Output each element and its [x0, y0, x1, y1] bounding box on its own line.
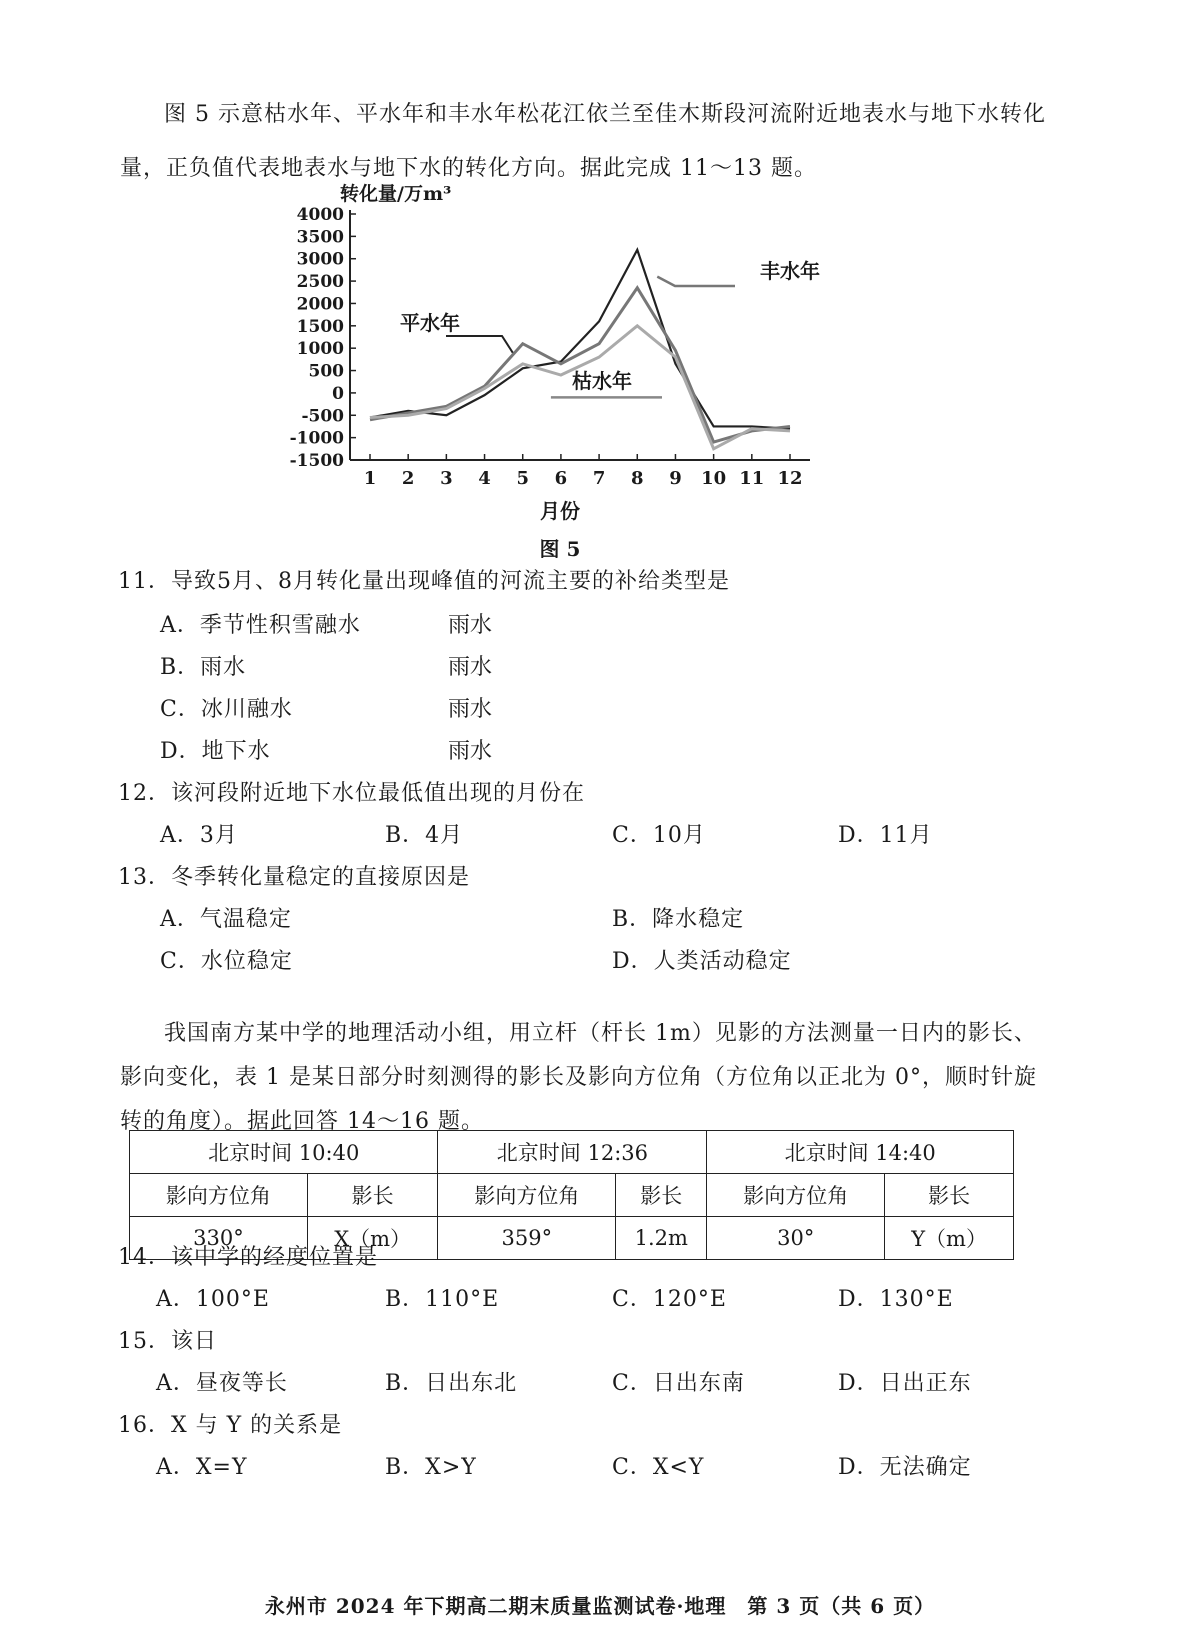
table-value-cell: 330°	[130, 1217, 308, 1260]
y-tick-label: 500	[308, 361, 344, 382]
figure-5-chart	[270, 178, 870, 558]
table-value-cell: 359°	[438, 1217, 616, 1260]
q13-option-d[interactable]: D．人类活动稳定	[612, 949, 792, 974]
q14-option-c[interactable]: C．120°E	[612, 1287, 727, 1312]
q13-option-a[interactable]: A．气温稳定	[160, 907, 292, 932]
table-time-cell: 北京时间 10:40	[130, 1131, 438, 1174]
intro-text: 图 5 示意枯水年、平水年和丰水年松花江依兰至佳木斯段河流附近地表水与地下水转化量，正负值代表地表水与地下水的转化方向。据此完成 11～13 题。	[120, 102, 1046, 181]
figure-caption: 图 5	[539, 537, 581, 558]
x-tick-label: 5	[516, 468, 529, 489]
table-header-cell: 影向方位角	[130, 1174, 308, 1217]
x-tick-label: 1	[363, 468, 377, 489]
table-time-cell: 北京时间 14:40	[707, 1131, 1014, 1174]
q14-option-b[interactable]: B．110°E	[385, 1287, 500, 1312]
x-tick-label: 9	[669, 468, 682, 489]
table-row	[130, 1174, 1014, 1217]
series-line-1	[370, 250, 790, 429]
q16-stem: 16．X 与 Y 的关系是	[118, 1413, 343, 1438]
q14-option-a[interactable]: A．100°E	[156, 1287, 270, 1312]
q15-option-d[interactable]: D．日出正东	[838, 1371, 972, 1396]
q12-option-b[interactable]: B．4月	[385, 823, 464, 848]
y-tick-label: 2500	[296, 272, 344, 293]
q15-option-c[interactable]: C．日出东南	[612, 1371, 745, 1396]
y-tick-label: -500	[301, 406, 344, 427]
q11-option-d[interactable]: D．地下水	[160, 739, 271, 764]
x-tick-label: 11	[739, 468, 765, 489]
page-footer: 永州市 2024 年下期高二期末质量监测试卷·地理 第 3 页（共 6 页）	[264, 1594, 936, 1618]
x-tick-label: 8	[631, 468, 644, 489]
table-header-cell: 影向方位角	[438, 1174, 616, 1217]
table-time-cell: 北京时间 12:36	[438, 1131, 707, 1174]
q14-option-d[interactable]: D．130°E	[838, 1287, 954, 1312]
y-tick-label: 1500	[296, 316, 344, 337]
y-tick-label: 4000	[296, 205, 344, 225]
table-value-cell: 30°	[707, 1217, 885, 1260]
label-leader	[657, 277, 735, 286]
q14-stem: 14．该中学的经度位置是	[118, 1245, 378, 1270]
q13-option-c[interactable]: C．水位稳定	[160, 949, 293, 974]
series-label: 枯水年	[572, 369, 632, 393]
q13-stem: 13．冬季转化量稳定的直接原因是	[118, 865, 470, 890]
q11-option-a-2: 雨水	[448, 613, 493, 638]
y-tick-label: 3500	[296, 227, 344, 248]
series-label: 平水年	[400, 311, 460, 335]
intro-passage-14-16	[120, 1012, 1050, 1144]
q11-option-c[interactable]: C．冰川融水	[160, 697, 293, 722]
x-tick-label: 10	[701, 468, 727, 489]
table-header-cell: 影长	[885, 1174, 1014, 1217]
x-tick-label: 3	[440, 468, 453, 489]
q16-option-a[interactable]: A．X=Y	[156, 1455, 248, 1480]
y-tick-label: 2000	[296, 294, 344, 315]
y-tick-label: 1000	[296, 339, 344, 360]
q11-option-c-2: 雨水	[448, 697, 493, 722]
q12-option-c[interactable]: C．10月	[612, 823, 706, 848]
q12-option-d[interactable]: D．11月	[838, 823, 933, 848]
q16-option-c[interactable]: C．X<Y	[612, 1455, 705, 1480]
q16-option-d[interactable]: D．无法确定	[838, 1455, 972, 1480]
q15-option-b[interactable]: B．日出东北	[385, 1371, 518, 1396]
x-tick-label: 4	[478, 468, 491, 489]
label-leader	[446, 336, 513, 353]
q13-option-b[interactable]: B．降水稳定	[612, 907, 745, 932]
x-tick-label: 6	[554, 468, 568, 489]
table-header-cell: 影向方位角	[707, 1174, 885, 1217]
q11-stem: 11．导致5月、8月转化量出现峰值的河流主要的补给类型是	[118, 569, 730, 594]
q11-option-d-2: 雨水	[448, 739, 493, 764]
table-header-cell: 影长	[616, 1174, 707, 1217]
q11-option-b[interactable]: B．雨水	[160, 655, 247, 680]
x-axis-label: 月份	[540, 499, 580, 523]
y-tick-label: 0	[332, 383, 344, 404]
q11-option-a[interactable]: A．季节性积雪融水	[160, 613, 361, 638]
table-row	[130, 1131, 1014, 1174]
x-tick-label: 12	[777, 468, 803, 489]
table-value-cell: 1.2m	[616, 1217, 707, 1260]
q16-option-b[interactable]: B．X>Y	[385, 1455, 477, 1480]
table-value-cell: X（m）	[307, 1217, 438, 1260]
x-tick-label: 7	[592, 468, 606, 489]
intro-text: 我国南方某中学的地理活动小组，用立杆（杆长 1m）见影的方法测量一日内的影长、影向变化，表 1 是某日部分时刻测得的影长及影向方位角（方位角以正北为 0°，顺时针旋转的角度）。据此回答 14～16 题。	[120, 1021, 1037, 1134]
q12-option-a[interactable]: A．3月	[160, 823, 238, 848]
y-tick-label: -1000	[289, 428, 344, 449]
q15-option-a[interactable]: A．昼夜等长	[156, 1371, 288, 1396]
y-tick-label: -1500	[289, 451, 344, 471]
x-tick-label: 2	[401, 468, 415, 489]
y-axis-label: 转化量/万m³	[340, 183, 452, 205]
table-value-cell: Y（m）	[885, 1217, 1014, 1260]
q12-stem: 12．该河段附近地下水位最低值出现的月份在	[118, 781, 585, 806]
series-label: 丰水年	[760, 259, 820, 283]
y-tick-label: 3000	[296, 249, 344, 270]
table-header-cell: 影长	[307, 1174, 438, 1217]
q11-option-b-2: 雨水	[448, 655, 493, 680]
line-chart	[270, 178, 870, 558]
q15-stem: 15．该日	[118, 1329, 217, 1354]
